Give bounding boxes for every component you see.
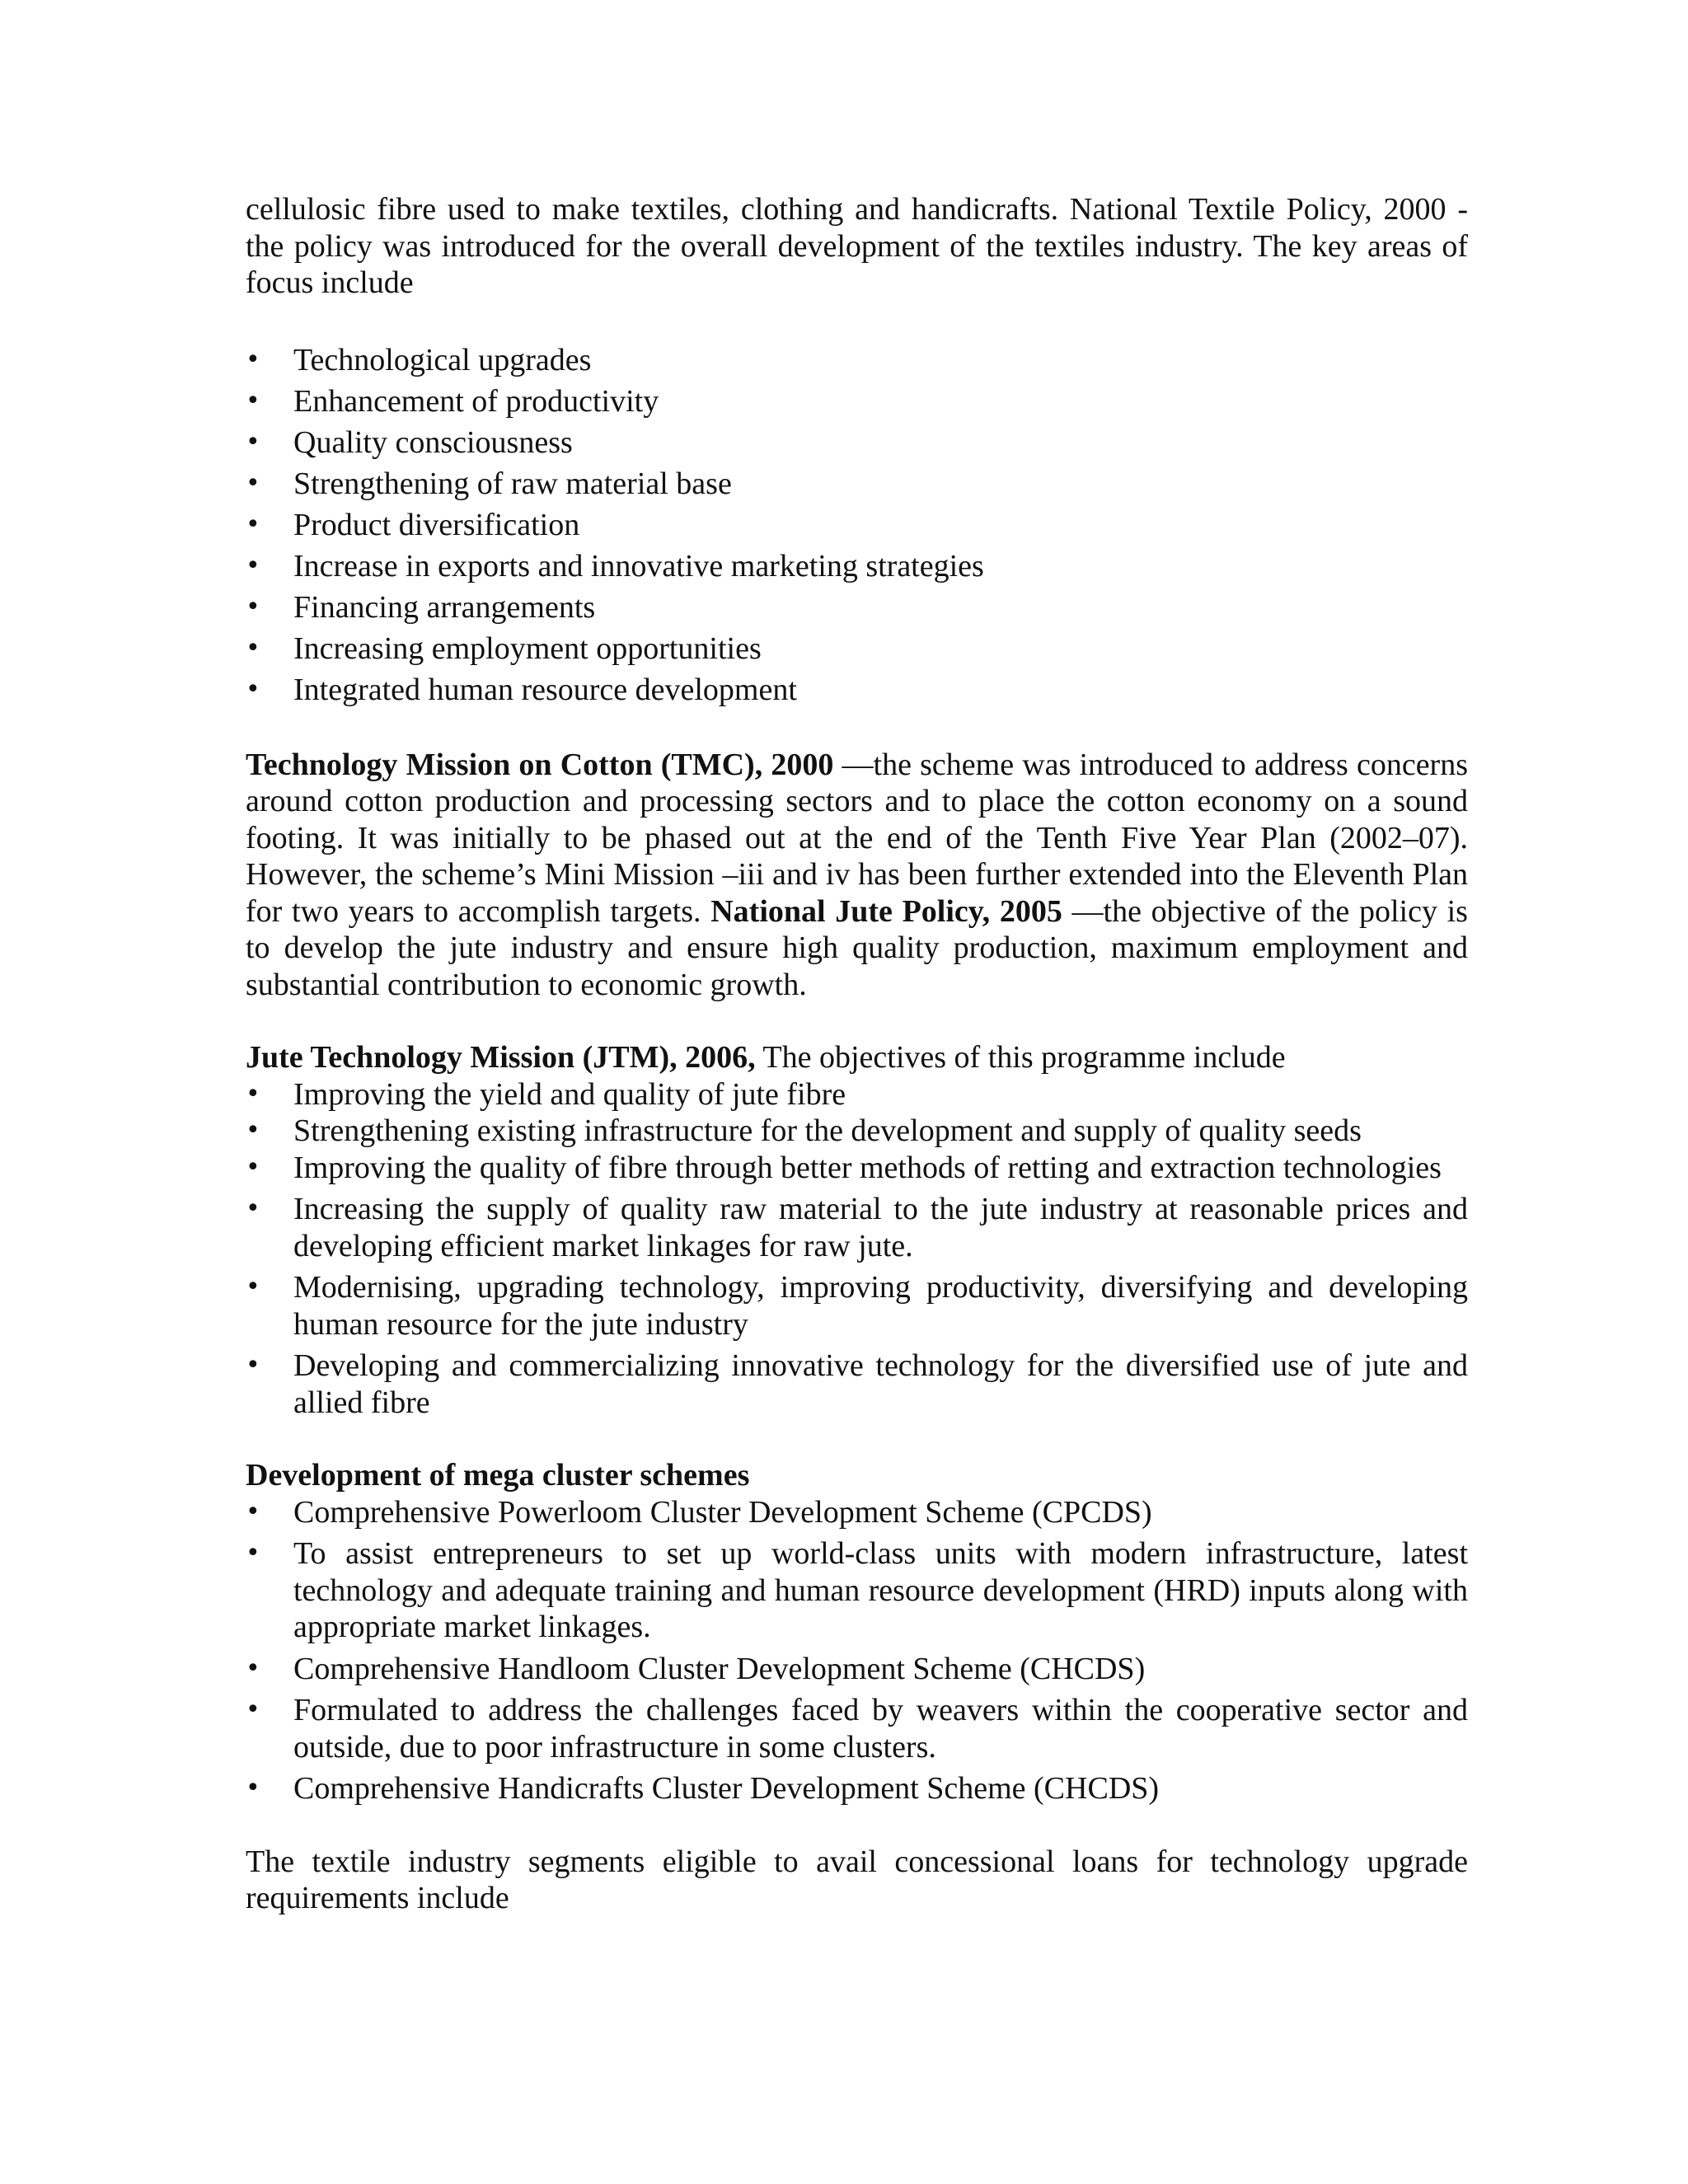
bullet-icon: • (246, 1653, 260, 1683)
list-item: • Comprehensive Handicrafts Cluster Development Scheme (CHCDS) (246, 1771, 1160, 1806)
list-item: • Financing arrangements (246, 587, 1468, 628)
list-item: • Comprehensive Handloom Cluster Development Scheme (CHCDS) (246, 1651, 1146, 1686)
spacer (246, 1003, 1468, 1039)
mega-cluster-list (246, 1494, 1468, 1807)
list-item: • Technological upgrades (246, 340, 1468, 381)
spacer (246, 1807, 1468, 1844)
bullet-icon: • (246, 468, 260, 498)
bullet-icon: • (246, 551, 260, 580)
bullet-icon: • (246, 1194, 260, 1223)
bullet-icon: • (246, 509, 260, 539)
bullet-icon: • (246, 1774, 260, 1802)
tmc-text: —the scheme was introduced to address concerns around cotton production and processing sectors and to place the cotton economy on a sound footing. It was initially to be phased out at the end of the Tenth Five Year Plan (2002–07). However, the scheme’s Mini Mission –iii and iv has been further extended into the Eleventh Plan for two years to accomplish targets. (246, 747, 1468, 929)
tmc-paragraph (246, 747, 1468, 1004)
tmc-heading: Technology Mission on Cotton (TMC), 2000 (246, 747, 834, 782)
list-item: • Comprehensive Powerloom Cluster Development Scheme (CPCDS) (246, 1494, 1152, 1530)
jtm-heading: Jute Technology Mission (JTM), 2006, (246, 1040, 756, 1075)
bullet-icon: • (246, 1079, 260, 1108)
bullet-icon: • (246, 344, 260, 374)
bullet-icon: • (246, 386, 260, 415)
list-item: • Increasing the supply of quality raw material to the jute industry at reasonable prices and developing efficient market linkages for raw jute. (246, 1192, 1468, 1263)
list-item: • Quality consciousness (246, 422, 1468, 463)
intro-paragraph: cellulosic fibre used to make textiles, clothing and handicrafts. National Textile Policy, 2000 - the policy was introduced for the overall development of the textiles industry. The key areas of focus include (246, 192, 1468, 300)
list-item: • Strengthening of raw material base (246, 463, 1468, 504)
bullet-icon: • (246, 1695, 260, 1724)
spacer (246, 710, 1468, 747)
bullet-icon: • (246, 1351, 260, 1380)
jtm-objectives-list (246, 1076, 1468, 1422)
bullet-icon: • (246, 1116, 260, 1145)
list-item: • Integrated human resource development (246, 669, 1468, 710)
bullet-icon: • (246, 1539, 260, 1568)
list-item: • Product diversification (246, 504, 1468, 546)
list-item: • Formulated to address the challenges faced by weavers within the cooperative sector and outside, due to poor infrastructure in some clusters. (246, 1693, 1468, 1765)
focus-areas-list (246, 340, 1468, 710)
list-item: • Improving the quality of fibre through better methods of retting and extraction technologies (246, 1150, 1442, 1185)
bullet-icon: • (246, 1152, 260, 1182)
closing-paragraph: The textile industry segments eligible to avail concessional loans for technology upgrade requirements include (246, 1844, 1468, 1915)
list-item: • Improving the yield and quality of jute fibre (246, 1076, 846, 1112)
list-item: • Enhancement of productivity (246, 381, 1468, 422)
list-item: • Developing and commercializing innovative technology for the diversified use of jute and allied fibre (246, 1348, 1468, 1420)
list-item: • Increase in exports and innovative marketing strategies (246, 546, 1468, 587)
bullet-icon: • (246, 592, 260, 621)
spacer (246, 302, 1468, 340)
list-item: • To assist entrepreneurs to set up world-class units with modern infrastructure, latest technology and adequate training and human resource development (HRD) inputs along with appropriate market linkages. (246, 1536, 1468, 1644)
bullet-icon: • (246, 1497, 260, 1526)
bullet-icon: • (246, 674, 260, 704)
mega-cluster-heading: Development of mega cluster schemes (246, 1458, 750, 1493)
spacer (246, 1421, 1468, 1457)
bullet-icon: • (246, 427, 260, 457)
jtm-paragraph (246, 1039, 1468, 1076)
list-item: • Strengthening existing infrastructure for the development and supply of quality seeds (246, 1113, 1362, 1148)
document-page (246, 191, 1468, 1917)
bullet-icon: • (246, 633, 260, 663)
jute-policy-text: —the objective of the policy is to develop the jute industry and ensure high quality production, maximum employment and substantial contribution to economic growth. (246, 893, 1468, 1002)
list-item: • Modernising, upgrading technology, improving productivity, diversifying and developing human resource for the jute industry (246, 1270, 1468, 1342)
bullet-icon: • (246, 1272, 260, 1301)
jute-policy-heading: National Jute Policy, 2005 (710, 893, 1062, 929)
jtm-text: The objectives of this programme include (755, 1040, 1286, 1075)
list-item: • Increasing employment opportunities (246, 628, 1468, 669)
